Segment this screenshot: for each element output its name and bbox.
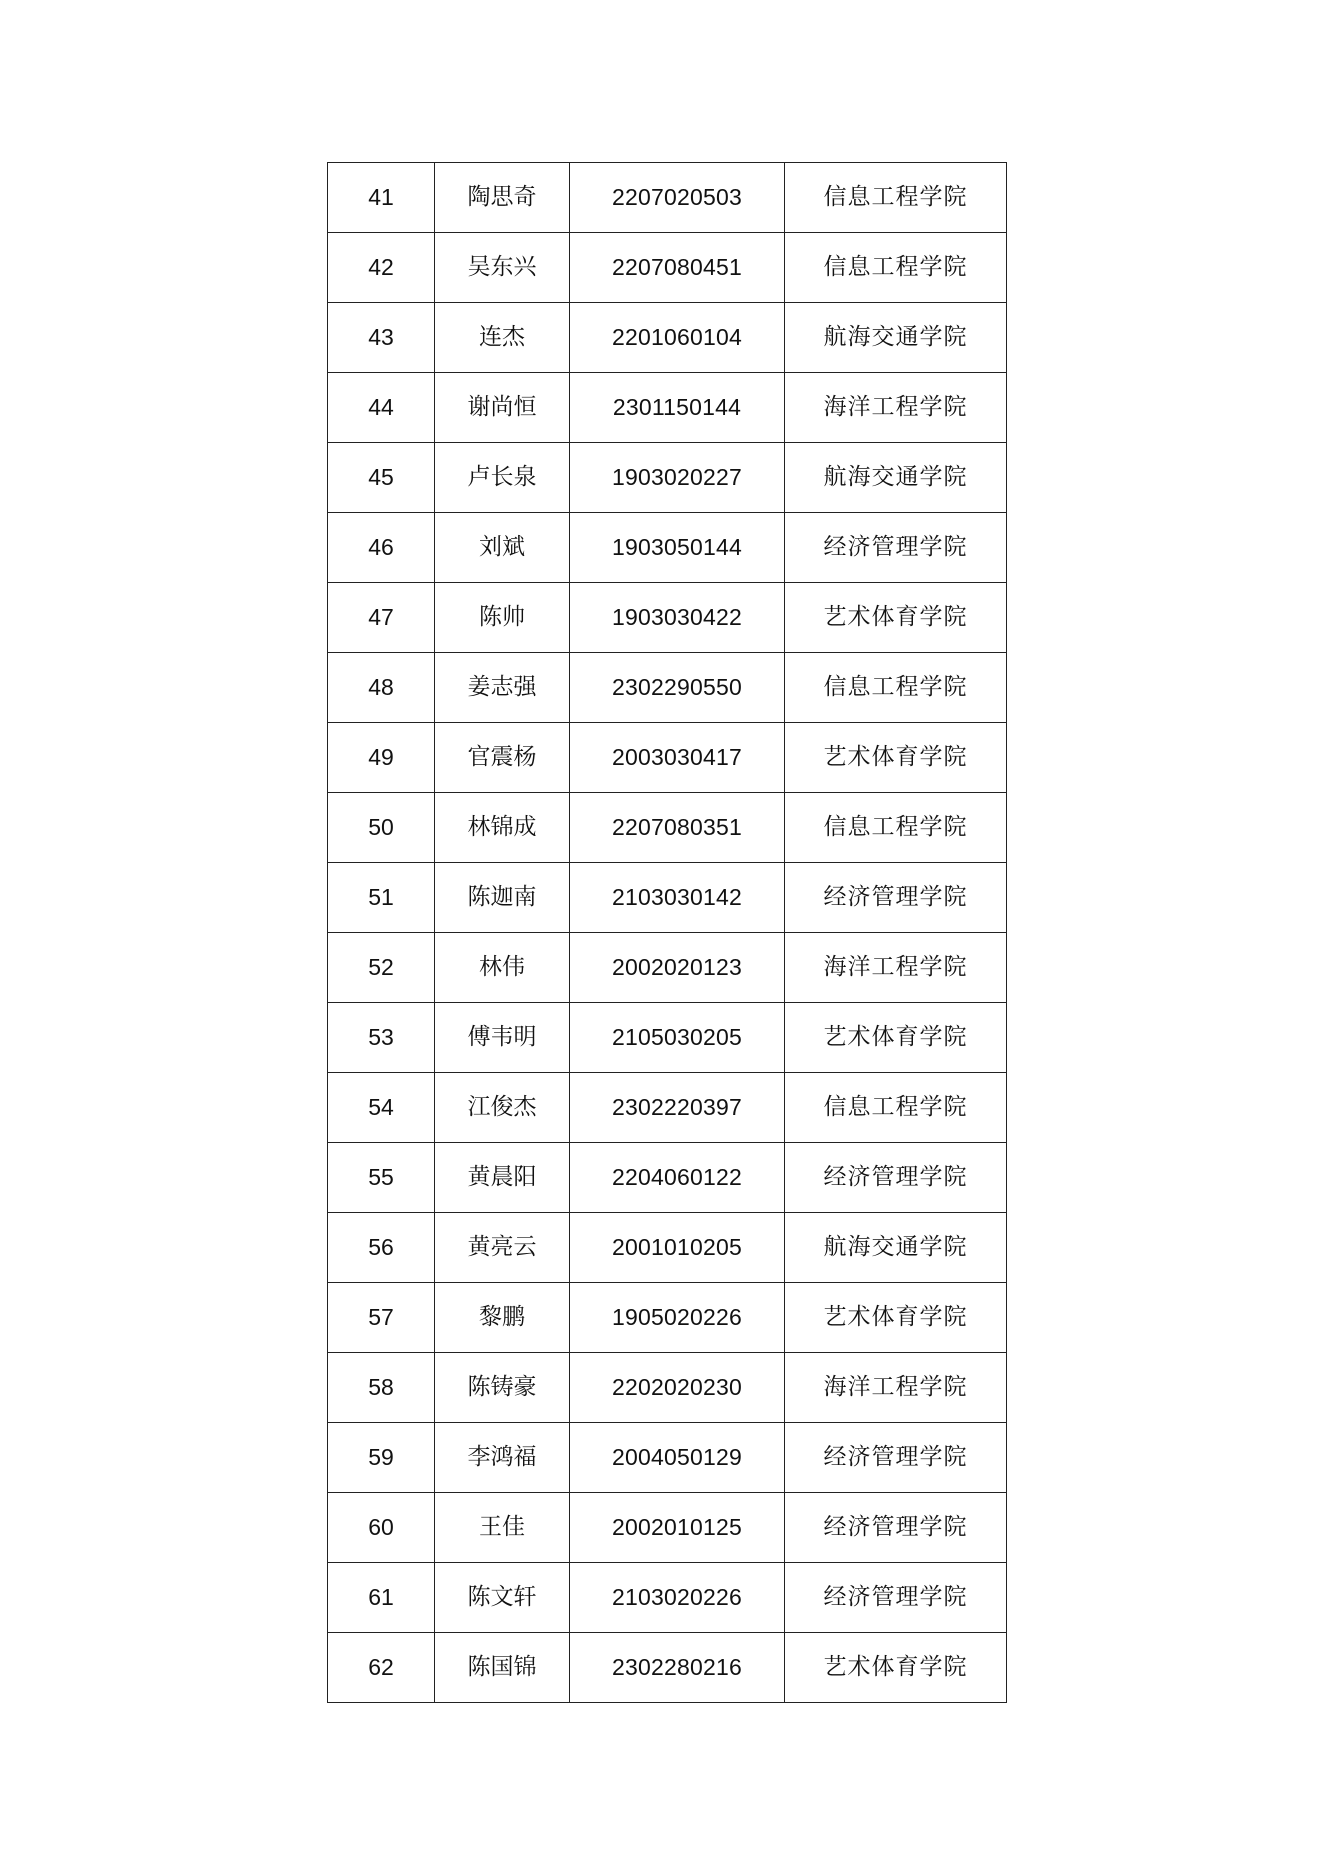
student-name: 姜志强 — [435, 653, 570, 723]
college-name: 海洋工程学院 — [785, 373, 1007, 443]
row-number: 60 — [328, 1493, 435, 1563]
table-row — [328, 443, 1007, 513]
table-row — [328, 653, 1007, 723]
row-number: 57 — [328, 1283, 435, 1353]
table-row — [328, 1143, 1007, 1213]
student-id: 2103020226 — [570, 1563, 785, 1633]
row-number: 53 — [328, 1003, 435, 1073]
student-id: 2301150144 — [570, 373, 785, 443]
student-name: 林伟 — [435, 933, 570, 1003]
student-id: 2302220397 — [570, 1073, 785, 1143]
college-name: 艺术体育学院 — [785, 1633, 1007, 1703]
row-number: 58 — [328, 1353, 435, 1423]
student-id: 1903020227 — [570, 443, 785, 513]
row-number: 45 — [328, 443, 435, 513]
row-number: 56 — [328, 1213, 435, 1283]
college-name: 经济管理学院 — [785, 1143, 1007, 1213]
student-id: 1903030422 — [570, 583, 785, 653]
table-row — [328, 1493, 1007, 1563]
student-name: 傅韦明 — [435, 1003, 570, 1073]
row-number: 48 — [328, 653, 435, 723]
table-row — [328, 1213, 1007, 1283]
student-id: 2001010205 — [570, 1213, 785, 1283]
table-row — [328, 303, 1007, 373]
student-name: 刘斌 — [435, 513, 570, 583]
table-row — [328, 583, 1007, 653]
table-row — [328, 1563, 1007, 1633]
row-number: 49 — [328, 723, 435, 793]
student-name: 王佳 — [435, 1493, 570, 1563]
table-row — [328, 723, 1007, 793]
college-name: 航海交通学院 — [785, 443, 1007, 513]
student-id: 2204060122 — [570, 1143, 785, 1213]
row-number: 61 — [328, 1563, 435, 1633]
row-number: 41 — [328, 163, 435, 233]
student-id: 2103030142 — [570, 863, 785, 933]
student-name: 陈铸豪 — [435, 1353, 570, 1423]
college-name: 经济管理学院 — [785, 1563, 1007, 1633]
row-number: 50 — [328, 793, 435, 863]
college-name: 经济管理学院 — [785, 513, 1007, 583]
table-row — [328, 793, 1007, 863]
row-number: 59 — [328, 1423, 435, 1493]
college-name: 经济管理学院 — [785, 1423, 1007, 1493]
student-id: 1903050144 — [570, 513, 785, 583]
table-row — [328, 1073, 1007, 1143]
student-name: 陈迦南 — [435, 863, 570, 933]
college-name: 信息工程学院 — [785, 793, 1007, 863]
table-row — [328, 233, 1007, 303]
row-number: 55 — [328, 1143, 435, 1213]
row-number: 47 — [328, 583, 435, 653]
row-number: 44 — [328, 373, 435, 443]
college-name: 航海交通学院 — [785, 1213, 1007, 1283]
table-row — [328, 1283, 1007, 1353]
student-name: 黎鹏 — [435, 1283, 570, 1353]
student-name: 林锦成 — [435, 793, 570, 863]
college-name: 艺术体育学院 — [785, 1283, 1007, 1353]
student-id: 2207020503 — [570, 163, 785, 233]
college-name: 经济管理学院 — [785, 863, 1007, 933]
student-id: 2003030417 — [570, 723, 785, 793]
student-name: 吴东兴 — [435, 233, 570, 303]
student-name: 黄亮云 — [435, 1213, 570, 1283]
student-id: 2202020230 — [570, 1353, 785, 1423]
table-row — [328, 1353, 1007, 1423]
table-row — [328, 373, 1007, 443]
student-name: 连杰 — [435, 303, 570, 373]
student-id: 2207080351 — [570, 793, 785, 863]
student-name: 李鸿福 — [435, 1423, 570, 1493]
table-row — [328, 163, 1007, 233]
college-name: 海洋工程学院 — [785, 933, 1007, 1003]
row-number: 54 — [328, 1073, 435, 1143]
college-name: 海洋工程学院 — [785, 1353, 1007, 1423]
college-name: 经济管理学院 — [785, 1493, 1007, 1563]
row-number: 51 — [328, 863, 435, 933]
table-row — [328, 1003, 1007, 1073]
college-name: 信息工程学院 — [785, 163, 1007, 233]
college-name: 航海交通学院 — [785, 303, 1007, 373]
student-id: 2002010125 — [570, 1493, 785, 1563]
student-id: 1905020226 — [570, 1283, 785, 1353]
student-id: 2004050129 — [570, 1423, 785, 1493]
row-number: 43 — [328, 303, 435, 373]
row-number: 62 — [328, 1633, 435, 1703]
student-id: 2201060104 — [570, 303, 785, 373]
college-name: 信息工程学院 — [785, 233, 1007, 303]
roster-table — [327, 162, 1007, 1703]
student-id: 2302290550 — [570, 653, 785, 723]
college-name: 艺术体育学院 — [785, 583, 1007, 653]
roster-table-body — [328, 163, 1007, 1703]
college-name: 艺术体育学院 — [785, 723, 1007, 793]
student-name: 官震杨 — [435, 723, 570, 793]
college-name: 信息工程学院 — [785, 1073, 1007, 1143]
student-name: 陈国锦 — [435, 1633, 570, 1703]
student-name: 陈文轩 — [435, 1563, 570, 1633]
student-name: 陈帅 — [435, 583, 570, 653]
student-name: 黄晨阳 — [435, 1143, 570, 1213]
row-number: 52 — [328, 933, 435, 1003]
college-name: 艺术体育学院 — [785, 1003, 1007, 1073]
table-row — [328, 1633, 1007, 1703]
row-number: 42 — [328, 233, 435, 303]
student-id: 2002020123 — [570, 933, 785, 1003]
student-id: 2105030205 — [570, 1003, 785, 1073]
student-id: 2207080451 — [570, 233, 785, 303]
row-number: 46 — [328, 513, 435, 583]
table-row — [328, 933, 1007, 1003]
student-id: 2302280216 — [570, 1633, 785, 1703]
student-name: 陶思奇 — [435, 163, 570, 233]
college-name: 信息工程学院 — [785, 653, 1007, 723]
student-name: 卢长泉 — [435, 443, 570, 513]
table-row — [328, 1423, 1007, 1493]
table-row — [328, 513, 1007, 583]
table-row — [328, 863, 1007, 933]
student-name: 江俊杰 — [435, 1073, 570, 1143]
student-name: 谢尚恒 — [435, 373, 570, 443]
